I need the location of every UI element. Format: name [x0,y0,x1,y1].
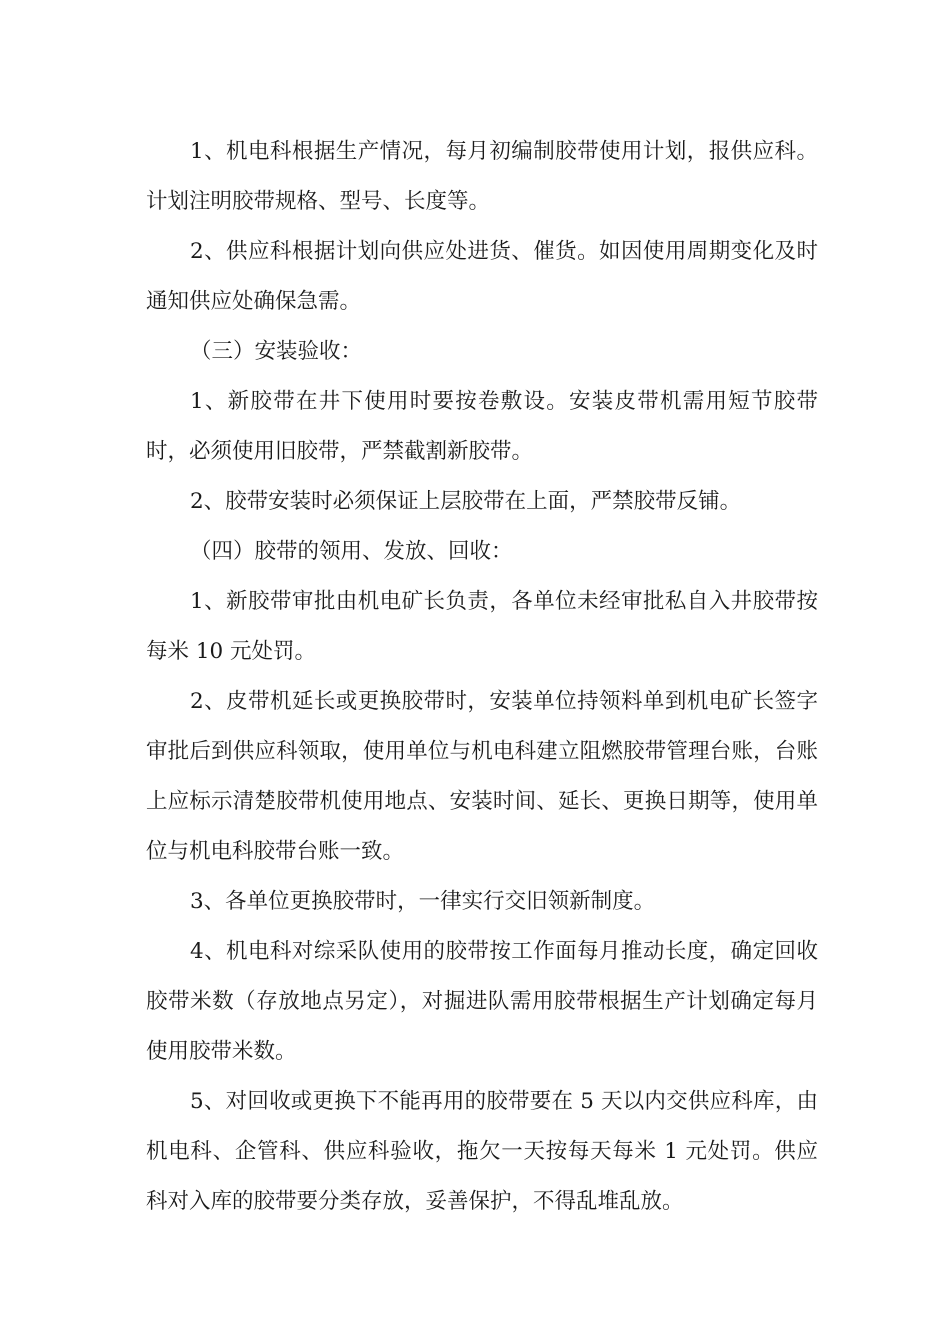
document-body [146,127,818,1227]
section-heading-collect: （四）胶带的领用、发放、回收： [190,539,513,564]
paragraph-collect-4: 4、机电科对综采队使用的胶带按工作面每月推动长度，确定回收胶带米数（存放地点另定），对掘进队需用胶带根据生产计划确定每月使用胶带米数。 [146,939,818,1064]
section-heading-install: （三）安装验收： [190,339,363,364]
paragraph-plan-1: 1、机电科根据生产情况，每月初编制胶带使用计划，报供应科。计划注明胶带规格、型号、长度等。 [146,139,818,214]
paragraph-collect-1: 1、新胶带审批由机电矿长负责，各单位未经审批私自入井胶带按每米 10 元处罚。 [146,589,818,664]
paragraph-install-2: 2、胶带安装时必须保证上层胶带在上面，严禁胶带反铺。 [190,489,742,514]
paragraph-install-1: 1、新胶带在井下使用时要按卷敷设。安装皮带机需用短节胶带时，必须使用旧胶带，严禁截割新胶带。 [146,389,818,464]
paragraph-plan-2: 2、供应科根据计划向供应处进货、催货。如因使用周期变化及时通知供应处确保急需。 [146,239,818,314]
paragraph-collect-3: 3、各单位更换胶带时，一律实行交旧领新制度。 [190,889,656,914]
paragraph-collect-5: 5、对回收或更换下不能再用的胶带要在 5 天以内交供应科库，由机电科、企管科、供应科验收，拖欠一天按每天每米 1 元处罚。供应科对入库的胶带要分类存放，妥善保护，不得乱堆乱放。 [146,1089,818,1214]
paragraph-collect-2: 2、皮带机延长或更换胶带时，安装单位持领料单到机电矿长签字审批后到供应科领取，使用单位与机电科建立阻燃胶带管理台账，台账上应标示清楚胶带机使用地点、安装时间、延长、更换日期等，使用单位与机电科胶带台账一致。 [146,689,818,864]
